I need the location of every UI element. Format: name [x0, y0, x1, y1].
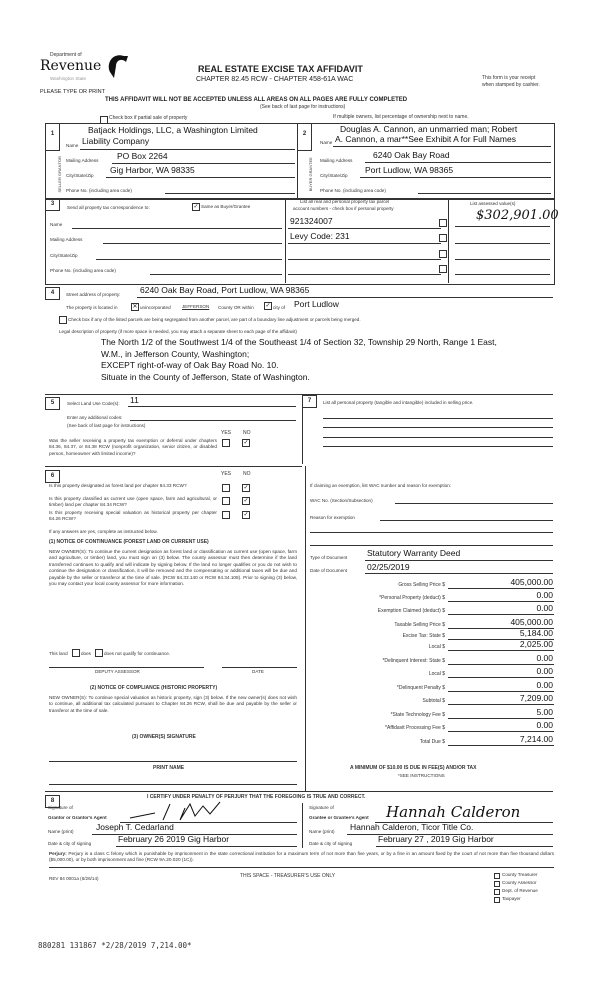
field-label: Street address of property:	[66, 292, 121, 297]
yes-header: YES	[221, 430, 232, 436]
county-value[interactable]: JEFFERSON	[182, 304, 210, 309]
yes-checkbox[interactable]	[222, 484, 230, 492]
minimum-note: A MINIMUM OF $10.00 IS DUE IN FEE(S) AND/OR TAX	[350, 765, 477, 771]
field-label: Name (print)	[309, 829, 335, 834]
field-label: Mailing Address	[320, 158, 353, 163]
same-as-buyer-label: Same as Buyer/Grantee	[201, 204, 251, 209]
fee-line	[448, 664, 554, 665]
personal-property-checkbox[interactable]	[439, 219, 447, 227]
no-checkbox[interactable]: ✓	[243, 485, 249, 491]
field-label: City/State/Zip	[50, 253, 78, 258]
fee-label: *Personal Property (deduct) $	[379, 595, 445, 601]
fee-line	[448, 601, 554, 602]
field-label: Type of Document	[310, 555, 348, 560]
field-label: County OR within	[218, 305, 254, 310]
fee-label: Local $	[428, 671, 445, 677]
field-label: Mailing Address	[50, 237, 83, 242]
seller-mailing[interactable]: PO Box 2264	[117, 151, 168, 161]
field-label: Signature of	[48, 805, 73, 810]
perjury-notice	[49, 851, 554, 864]
field-label: Phone No. (including area code)	[66, 188, 132, 193]
type-or-print: PLEASE TYPE OR PRINT	[40, 89, 106, 95]
partial-sale-label: Check box if partial sale of property	[109, 115, 188, 121]
perjury-text: Perjury is a class C felony which is punishable by imprisonment in the state correctional institution for a maximum term of not more than five years, or by a fine in an amount fixed by the court of not more than five thousand dollars ($5,000.00), or by both imprisonment and fine (RCW 9A.20.020 (1C)).	[49, 851, 554, 863]
cashier-stamp: 880281 131867 *2/28/2019 7,214.00*	[38, 941, 192, 950]
buyer-city[interactable]: Port Ludlow, WA 98365	[365, 165, 454, 175]
forest-land-question: Is this property designated as forest land per chapter 84.33 RCW?	[49, 483, 187, 488]
seller-city[interactable]: Gig Harbor, WA 98335	[110, 165, 195, 175]
form-chapter: CHAPTER 82.45 RCW - CHAPTER 458-61A WAC	[196, 76, 354, 83]
fee-value[interactable]: 0.00	[536, 603, 553, 613]
dept-name: Revenue	[40, 58, 102, 74]
unincorporated-checkbox[interactable]: ✕	[132, 304, 138, 310]
segregated-label: Check box if any of the listed parcels are being segregated from another parcel, are part of a boundary line adjustment or parcels being merged.	[68, 317, 361, 322]
copy-checkbox[interactable]	[494, 873, 500, 879]
does-not-qualify-checkbox[interactable]	[95, 649, 103, 657]
field-label: Mailing Address	[66, 158, 99, 163]
segregated-checkbox[interactable]	[59, 316, 67, 324]
fee-value[interactable]: 0.00	[536, 720, 553, 730]
field-label: Name (print)	[48, 829, 74, 834]
field-label: WAC No. (Section/Subsection)	[310, 498, 373, 503]
fee-line	[448, 731, 554, 732]
form-revision: REV 84 0001a (6/26/14)	[49, 876, 99, 881]
field-label: City/State/Zip	[66, 173, 94, 178]
grantor-agent-label: Grantor or Grantor's Agent	[48, 815, 107, 820]
fee-value[interactable]: 7,209.00	[519, 693, 553, 703]
property-street-address[interactable]: 6240 Oak Bay Road, Port Ludlow, WA 98365	[140, 285, 310, 295]
fee-value[interactable]: 5.00	[536, 707, 553, 717]
field-label: does not qualify for continuance.	[104, 651, 171, 656]
assessed-header: List assessed value(s)	[470, 201, 516, 206]
section-number: 4	[45, 287, 60, 300]
exemption-label: If claiming an exemption, list WAC number and reason for exemption:	[310, 483, 452, 488]
notice-2-title: (2) NOTICE OF COMPLIANCE (HISTORIC PROPERTY)	[90, 685, 218, 691]
grantor-date-city[interactable]: February 26 2019 Gig Harbor	[118, 834, 230, 844]
fee-line	[448, 588, 554, 589]
personal-property-checkbox[interactable]	[439, 265, 447, 273]
notice-1-text: NEW OWNER(S): To continue the current designation as forest land or classification as current use (open space, farm and agriculture, or timber) land, you must sign on (3) below. The county assessor must then determine if the land transferred continues to qualify and will indicate by signing below. If the land no longer qualifies or you do not wish to continue the designation or classification, it will be removed and the compensating or additional taxes will be due and payable by the seller or transferor at the time of sale. (RCW 84.33.140 or RCW 84.34.108). Prior to signing (3) below, you may contact your local county assessor for more information.	[49, 549, 297, 587]
copy-checkbox[interactable]	[494, 889, 500, 895]
section-number: 7	[302, 395, 317, 408]
fee-value[interactable]: 0.00	[536, 666, 553, 676]
fee-line	[448, 718, 554, 719]
multiple-owners-note: If multiple owners, list percentage of ownership next to name.	[333, 114, 469, 120]
dor-logo-icon	[104, 50, 129, 80]
yes-checkbox[interactable]	[222, 497, 230, 505]
grantee-signature[interactable]: Hannah Calderon	[386, 803, 521, 821]
seller-name[interactable]: Batjack Holdings, LLC, a Washington Limited	[88, 125, 258, 135]
see-instructions: *SEE INSTRUCTIONS	[398, 773, 445, 778]
fee-label: Excise Tax: State $	[402, 633, 445, 639]
field-label: Date & city of signing	[48, 841, 92, 846]
yes-checkbox[interactable]	[222, 439, 230, 447]
receipt-note: when stamped by cashier.	[482, 82, 540, 88]
field-label: Signature of	[309, 805, 334, 810]
fee-label: *Delinquent Interest: State $	[382, 658, 445, 664]
legal-description-line: W.M., in Jefferson County, Washington;	[101, 349, 250, 359]
fee-label: Taxable Selling Price $	[394, 622, 445, 628]
section-number: 3	[45, 198, 60, 211]
grantee-date-city[interactable]: February 27 , 2019 Gig Harbor	[378, 834, 494, 844]
field-label: (See back of last page for instructions)	[67, 423, 146, 428]
fee-label: Exemption Claimed (deduct) $	[377, 608, 445, 614]
legal-description-label: Legal description of property (if more space is needed, you may attach a separate sheet to each page of the affidavit)	[59, 329, 297, 334]
fee-value[interactable]: 0.00	[536, 680, 553, 690]
fee-value[interactable]: 0.00	[536, 653, 553, 663]
legal-description-line: EXCEPT right-of-way of Oak Bay Road No. 10.	[101, 360, 279, 370]
deputy-assessor-label: DEPUTY ASSESSOR	[95, 669, 140, 674]
section-number: 6	[45, 470, 60, 483]
date-label: DATE	[252, 669, 264, 674]
document-date[interactable]: 02/25/2019	[367, 562, 410, 572]
field-label: Name	[50, 222, 63, 227]
copy-label: Dept. of Revenue	[502, 888, 538, 893]
dept-line-2: Washington State	[50, 76, 87, 81]
field-label: Select Land Use Code(s):	[67, 401, 120, 406]
legal-description-line: Situate in the County of Jefferson, State of Washington.	[101, 372, 310, 382]
fee-value[interactable]: 0.00	[536, 590, 553, 600]
notice-2-text: NEW OWNER(S): To continue special valuation as historic property, sign (3) below. If the new owner(s) does not wish to continue, all additional tax calculated pursuant to Chapter 84.26 RCW, shall be due and payable by the seller or transferor at the time of sale.	[49, 695, 297, 713]
grantee-print-name[interactable]: Hannah Calderon, Ticor Title Co.	[350, 822, 474, 832]
fee-label: *Delinquent Penalty $	[396, 685, 445, 691]
same-as-buyer-checkbox[interactable]: ✓	[193, 204, 199, 210]
personal-property-checkbox[interactable]	[439, 250, 447, 258]
section-number: 5	[45, 397, 60, 410]
fee-line	[448, 704, 554, 705]
no-header: NO	[243, 430, 251, 436]
fee-value[interactable]: 7,214.00	[519, 734, 553, 744]
fee-label: Total Due $	[419, 739, 445, 745]
field-label: Date & city of signing	[309, 841, 353, 846]
fee-label: *Affidavit Processing Fee $	[385, 725, 445, 731]
assessed-value[interactable]: $302,901.00	[476, 208, 559, 223]
field-label: Phone No. (including area code)	[50, 268, 116, 273]
perjury-label: Perjury:	[49, 851, 67, 856]
no-checkbox[interactable]: ✓	[243, 440, 249, 446]
owner-signature-label: (3) OWNER(S) SIGNATURE	[132, 734, 196, 740]
grantor-signature[interactable]	[125, 800, 265, 822]
certification-statement: I CERTIFY UNDER PENALTY OF PERJURY THAT THE FOREGOING IS TRUE AND CORRECT.	[147, 794, 366, 800]
copy-checkbox[interactable]	[494, 897, 500, 903]
fee-value[interactable]: 405,000.00	[510, 617, 553, 627]
yes-checkbox[interactable]	[222, 511, 230, 519]
field-label: Name	[66, 143, 79, 148]
dept-line: Department of	[50, 52, 82, 58]
field-label: Date of Document	[310, 568, 348, 573]
buyer-name[interactable]: Douglas A. Cannon, an unmarried man; Robert	[340, 124, 518, 134]
does-qualify-checkbox[interactable]	[72, 649, 80, 657]
fee-value[interactable]: 2,025.00	[519, 639, 553, 649]
if-yes-note: If any answers are yes, complete as instructed below.	[49, 529, 158, 534]
parcel-header: List all real and personal property tax parcel	[300, 199, 390, 204]
parcel-number[interactable]: Levy Code: 231	[290, 231, 350, 241]
fee-label: Local $	[428, 644, 445, 650]
buyer-mailing[interactable]: 6240 Oak Bay Road	[373, 150, 450, 160]
no-checkbox[interactable]: ✓	[243, 498, 249, 504]
fee-value[interactable]: 405,000.00	[510, 577, 553, 587]
no-checkbox[interactable]: ✓	[243, 512, 249, 518]
land-use-code[interactable]: 11	[130, 395, 139, 405]
section-number: 8	[45, 795, 60, 808]
send-correspondence-label: Send all property tax correspondence to:	[67, 205, 150, 210]
fee-line	[448, 745, 554, 746]
document-type[interactable]: Statutory Warranty Deed	[367, 548, 461, 558]
copy-checkbox[interactable]	[494, 881, 500, 887]
grantee-agent-label: Grantee or Grantee's Agent	[309, 815, 369, 820]
field-label: This land	[49, 651, 68, 656]
fee-label: *State Technology Fee $	[390, 712, 445, 718]
parcel-number[interactable]: 921324007	[290, 216, 333, 226]
buyer-name-2[interactable]: A. Cannon, a mar**See Exhibit A for Full Names	[335, 134, 516, 144]
receipt-note: This form is your receipt	[482, 75, 536, 81]
fee-line	[448, 650, 554, 651]
buyer-side-label: BUYER GRANTEE	[307, 157, 313, 192]
fee-label: Gross Selling Price $	[398, 582, 445, 588]
field-label: The property is located in	[66, 305, 118, 310]
field-label: Reason for exemption	[310, 515, 355, 520]
fee-line	[448, 677, 554, 678]
notice-1-title: (1) NOTICE OF CONTINUANCE (FOREST LAND OR CURRENT USE)	[49, 539, 209, 545]
see-back: (See back of last page for instructions)	[260, 104, 346, 110]
no-header: NO	[243, 471, 251, 477]
copy-label: County Assessor	[502, 880, 537, 885]
personal-property-label: List all personal property (tangible and intangible) included in selling price.	[323, 400, 474, 405]
form-title: REAL ESTATE EXCISE TAX AFFIDAVIT	[198, 64, 363, 74]
exemption-question: Was the seller receiving a property tax exemption or deferral under chapters 84.36, 84.37, or 84.38 RCW (nonprofit organization, senior citizen, or disabled person, homeowner with limited income)?	[49, 438, 217, 456]
seller-name-2[interactable]: Liability Company	[82, 136, 150, 146]
city-value[interactable]: Port Ludlow	[294, 299, 339, 309]
field-label: City/State/Zip	[320, 173, 348, 178]
historic-question: Is this property receiving special valuation as historical property per chapter 84.26 RCW?	[49, 510, 217, 522]
yes-header: YES	[221, 471, 232, 477]
treasurer-space-label: THIS SPACE - TREASURER'S USE ONLY	[240, 873, 336, 879]
seller-side-label: SELLER GRANTOR	[56, 156, 62, 193]
city-checkbox[interactable]: ✓	[265, 303, 271, 309]
section-number: 1	[45, 123, 60, 151]
fee-line	[448, 614, 554, 615]
legal-description-line: The North 1/2 of the Southwest 1/4 of the Southeast 1/4 of Section 32, Township 29 North, Range 1 East,	[101, 337, 497, 347]
copy-label: Taxpayer	[502, 896, 521, 901]
field-label: Phone No. (including area code)	[320, 188, 386, 193]
fee-value[interactable]: 5,184.00	[519, 628, 553, 638]
field-label: does	[81, 651, 91, 656]
field-label: unincorporated	[140, 305, 171, 310]
warning: THIS AFFIDAVIT WILL NOT BE ACCEPTED UNLESS ALL AREAS ON ALL PAGES ARE FULLY COMPLETED	[105, 97, 408, 103]
current-use-question: Is this property classified as current use (open space, farm and agricultural, or timber) land per chapter 84.34 RCW?	[49, 496, 217, 508]
print-name-label: PRINT NAME	[153, 765, 185, 771]
field-label: Name	[320, 140, 333, 145]
parcel-header: account numbers - check box if personal property	[293, 206, 394, 211]
personal-property-checkbox[interactable]	[439, 234, 447, 242]
copy-label: County Treasurer	[502, 872, 538, 877]
grantor-print-name[interactable]: Joseph T. Cedarland	[96, 822, 174, 832]
fee-line	[448, 691, 554, 692]
field-label: city of	[273, 305, 285, 310]
section-number: 2	[297, 123, 312, 151]
field-label: Enter any additional codes:	[67, 415, 123, 420]
fee-label: Subtotal $	[422, 698, 445, 704]
